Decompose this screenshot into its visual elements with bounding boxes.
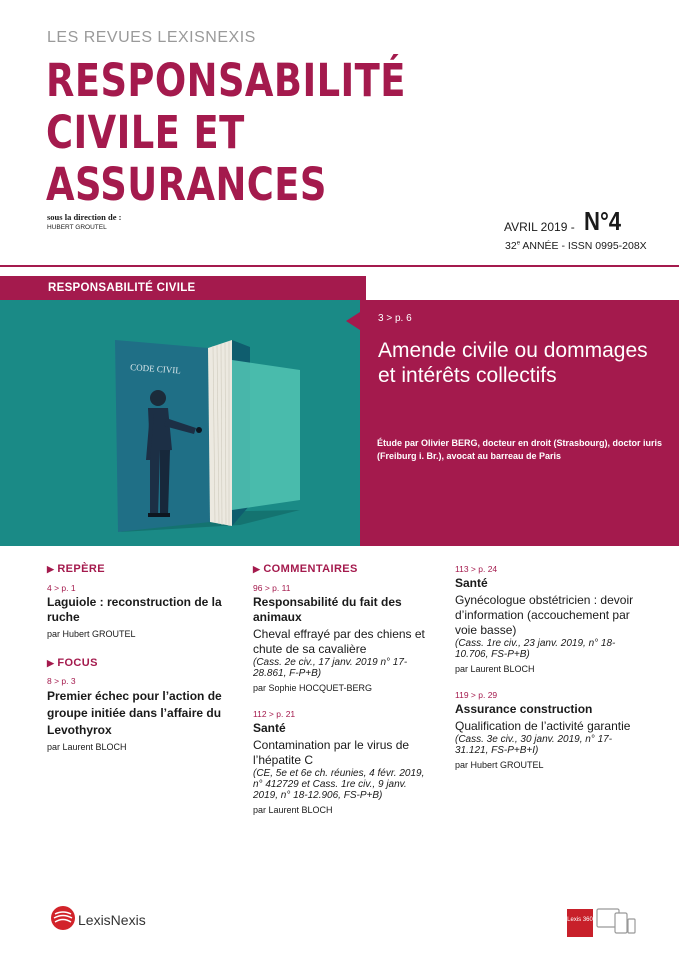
item-author: par Laurent BLOCH xyxy=(455,664,535,674)
item-title[interactable]: Santé xyxy=(455,576,488,590)
item-page-ref: 4 > p. 1 xyxy=(47,583,76,593)
item-description: Gynécologue obstétricien : devoir d’information (accouchement par voie basse) xyxy=(455,593,634,637)
item-page-ref: 112 > p. 21 xyxy=(253,709,296,719)
feature-panel xyxy=(360,300,679,546)
item-title[interactable]: Premier échec pour l’action de groupe initiée dans l’affaire du Levothyrox xyxy=(47,689,222,737)
item-title[interactable]: Responsabilité du fait des animaux xyxy=(253,595,402,624)
section-heading-focus xyxy=(47,657,237,669)
issue-year-rest: ANNÉE - ISSN 0995-208X xyxy=(520,240,647,252)
lexisnexis-logo-icon xyxy=(50,905,76,931)
book-label: CODE CIVIL xyxy=(129,362,182,376)
issue-year-prefix: 32 xyxy=(505,240,517,252)
item-citation: (CE, 5e et 6e ch. réunies, 4 févr. 2019, n° 412729 et Cass. 1re civ., 9 janv. 2019, n° 18-12.906, FS-P+B) xyxy=(253,768,425,801)
devices-icon xyxy=(596,907,636,937)
column-commentaires-2 xyxy=(455,564,645,770)
triangle-icon: ▶ xyxy=(47,564,55,574)
feature-title[interactable]: Amende civile ou dommages et intérêts collectifs xyxy=(378,339,648,387)
item-citation: (Cass. 1re civ., 23 janv. 2019, n° 18-10.706, FS-P+B) xyxy=(455,638,616,660)
code-civil-illustration xyxy=(0,300,360,546)
issue-number: N°4 xyxy=(584,206,622,236)
item-page-ref: 96 > p. 11 xyxy=(253,583,291,593)
list-item[interactable] xyxy=(455,690,645,770)
item-title[interactable]: Laguiole : reconstruction de la ruche xyxy=(47,595,222,624)
column-reperes-focus xyxy=(47,563,237,752)
lexis360-badge: Lexis 360 xyxy=(567,909,593,937)
item-author: par Sophie HOCQUET-BERG xyxy=(253,683,373,693)
journal-title-line-2: CIVILE ET xyxy=(46,106,245,159)
item-author: par Laurent BLOCH xyxy=(253,805,333,815)
list-item[interactable] xyxy=(253,709,433,815)
item-description: Qualification de l’activité garantie xyxy=(455,719,631,733)
feature-notch xyxy=(346,312,360,330)
item-page-ref: 119 > p. 29 xyxy=(455,690,498,700)
journal-title-line-1: RESPONSABILITÉ xyxy=(46,54,406,107)
list-item[interactable] xyxy=(47,676,237,752)
section-heading-repere xyxy=(47,563,237,575)
item-title[interactable]: Santé xyxy=(253,721,286,735)
feature-illustration xyxy=(0,300,360,546)
list-item[interactable] xyxy=(253,583,433,693)
triangle-icon: ▶ xyxy=(47,658,55,668)
item-citation: (Cass. 2e civ., 17 janv. 2019 n° 17-28.861, F-P+B) xyxy=(253,657,408,679)
item-page-ref: 113 > p. 24 xyxy=(455,564,498,574)
item-page-ref: 8 > p. 3 xyxy=(47,676,76,686)
feature-page-ref: 3 > p. 6 xyxy=(378,313,412,324)
list-item[interactable] xyxy=(455,564,645,674)
issue-year-issn xyxy=(505,240,647,252)
section-heading-commentaires xyxy=(253,563,433,575)
commentaires-heading-label: COMMENTAIRES xyxy=(263,563,358,575)
item-author: par Hubert GROUTEL xyxy=(455,760,544,770)
series-name: LES REVUES LEXISNEXIS xyxy=(47,29,256,46)
column-commentaires-1 xyxy=(253,563,433,815)
journal-title xyxy=(46,54,406,211)
issue-date: AVRIL 2019 - xyxy=(504,220,575,234)
issue-year-sup: e xyxy=(516,240,521,247)
door-light xyxy=(232,360,300,510)
repere-heading-label: REPÈRE xyxy=(57,563,105,575)
item-author: par Hubert GROUTEL xyxy=(47,629,136,639)
item-description: Cheval effrayé par des chiens et chute de sa cavalière xyxy=(253,627,425,656)
focus-heading-label: FOCUS xyxy=(57,657,98,669)
item-citation: (Cass. 3e civ., 30 janv. 2019, n° 17-31.121, FS-P+B+I) xyxy=(455,734,613,756)
journal-title-line-3: ASSURANCES xyxy=(46,158,327,211)
item-description: Contamination par le virus de l’hépatite C xyxy=(253,738,410,767)
item-author: par Laurent BLOCH xyxy=(47,742,127,752)
director-name: HUBERT GROUTEL xyxy=(47,224,107,231)
triangle-icon: ▶ xyxy=(253,564,261,574)
book-pages xyxy=(208,340,232,526)
direction-label: sous la direction de : xyxy=(47,212,122,222)
header-divider xyxy=(0,265,679,267)
rubric-label: RESPONSABILITÉ CIVILE xyxy=(48,282,196,294)
item-title[interactable]: Assurance construction xyxy=(455,702,593,716)
feature-author: Étude par Olivier BERG, docteur en droit (Strasbourg), doctor iuris (Freiburg i. Br.), avocat au barreau de Paris xyxy=(377,438,663,461)
list-item[interactable] xyxy=(47,583,237,639)
publisher-name: LexisNexis xyxy=(78,912,146,928)
